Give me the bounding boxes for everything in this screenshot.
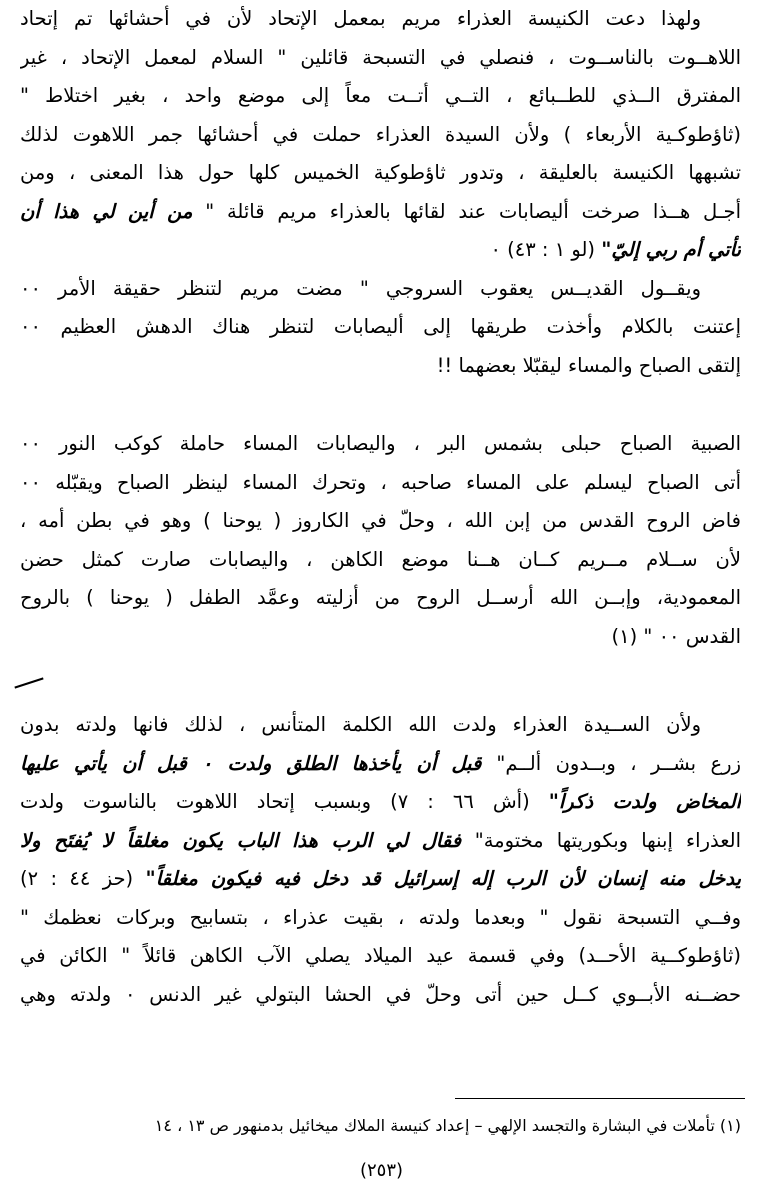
text-line: وفــي التسبحة نقول " وبعدما ولدته ، بقيت عذراء ، بتسابيح وبركات نعظمك " — [20, 905, 741, 929]
text-line: إعتنت بالكلام وأخذت طريقها إلى أليصابات لتنظر هناك الدهش العظيم ٠٠ — [20, 315, 741, 338]
text-line: اللاهــوت بالناســوت ، فنصلي في التسبحة قائلين " السلام لمعمل الإتحاد ، غير — [20, 45, 741, 69]
text-line: فاض الروح القدس من إبن الله ، وحلّ في الكاروز ( يوحنا ) وهو في بطن أمه ، — [20, 509, 741, 532]
text-line: حضــنه الأبــوي كــل حين أتى وحلّ في الحشا البتولي غير الدنس ٠ ولدته وهي — [20, 982, 741, 1006]
text-line: القدس ٠٠ " (١) — [611, 624, 741, 648]
text-line: ولهذا دعت الكنيسة العذراء مريم بمعمل الإتحاد لأن في أحشائها تم إتحاد — [20, 7, 701, 30]
text-line: زرع بشــر ، وبــدون ألــم" قبل أن يأخذها الطلق ولدت ٠ قبل أن يأتي عليها — [20, 751, 741, 775]
text-line: أتى الصباح ليسلم على المساء صاحبه ، وتحرك المساء لينظر الصباح ويقبّله ٠٠ — [20, 470, 741, 494]
text-line: المعمودية، وإبــن الله أرســل الروح من أزليته وعمَّد الطفل ( يوحنا ) بالروح — [20, 586, 741, 609]
bible-reference: (حز ٤٤ : ٢) — [20, 867, 146, 890]
bible-quote: يدخل منه إنسان لأن الرب إله إسرائيل قد دخل فيه فيكون مغلقاً" — [145, 867, 741, 890]
text-line: المفترق الــذي للطــبائع ، التــي أتــت معاً إلى موضع واحد ، بغير اختلاط " — [20, 84, 741, 107]
text-line: ولأن الســيدة العذراء ولدت الله الكلمة المتأنس ، لذلك فانها ولدته بدون — [20, 713, 701, 736]
bible-quote: تأتي أم ربي إليّ" — [601, 238, 741, 261]
text-line: تشبهها الكنيسة بالعليقة ، وتدور ثاؤطوكية الخميس كلها حول هذا المعنى ، ومن — [20, 161, 741, 184]
paragraph-3 — [20, 706, 741, 1014]
bible-reference: (أش ٦٦ : ٧) وبسبب إتحاد اللاهوت بالناسوت ولدت — [20, 790, 549, 813]
text-line: الصبية الصباح حبلى بشمس البر ، واليصابات المساء حاملة كوكب النور ٠٠ — [20, 432, 741, 455]
bible-quote: من أين لي هذا أن — [20, 199, 193, 223]
text-line: لأن ســلام مــريم كــان هــنا موضع الكاهن ، واليصابات صارت كمثل حضن — [20, 547, 741, 571]
text-line: أجـل هــذا صرخت أليصابات عند لقائها بالعذراء مريم قائلة " من أين لي هذا أن — [20, 199, 741, 223]
text-line: العذراء إبنها وبكوريتها مختومة" فقال لي الرب هذا الباب يكون مغلقاً لا يُفتَح ولا — [20, 828, 741, 852]
text-line — [20, 860, 741, 899]
text-line — [20, 783, 741, 822]
text-line: إلتقى الصباح والمساء ليقبّلا بعضهما !! — [436, 353, 741, 377]
paragraph-2 — [20, 425, 741, 656]
bible-quote: قبل أن يأخذها الطلق ولدت ٠ قبل أن يأتي عليها — [20, 751, 497, 775]
footnote-divider — [455, 1098, 745, 1099]
bible-quote: فقال لي الرب هذا الباب يكون مغلقاً لا يُفتَح ولا — [20, 828, 475, 852]
bible-reference: (لو ١ : ٤٣) ٠ — [490, 238, 602, 261]
text-line: (ثاؤطوكـية الأربعاء ) ولأن السيدة العذراء حملت في أحشائها جمر اللاهوت لذلك — [20, 122, 741, 146]
paragraph-1 — [20, 0, 741, 385]
text-line — [20, 231, 741, 270]
page-number: (٢٥٣) — [359, 1160, 404, 1181]
text-line: ويقــول القديــس يعقوب السروجي " مضت مريم لتنظر حقيقة الأمر ٠٠ — [20, 276, 701, 300]
text-line: (ثاؤطوكــية الأحــد) وفي قسمة عيد الميلاد يصلي الآب الكاهن قائلاً " الكائن في — [20, 944, 741, 967]
bible-quote: المخاض ولدت ذكراً" — [548, 790, 741, 813]
footnote: (١) تأملات في البشارة والتجسد الإلهي – إعداد كنيسة الملاك ميخائيل بدمنهور ص ١٣ ، ١٤ — [154, 1116, 741, 1135]
pen-mark — [14, 677, 43, 688]
